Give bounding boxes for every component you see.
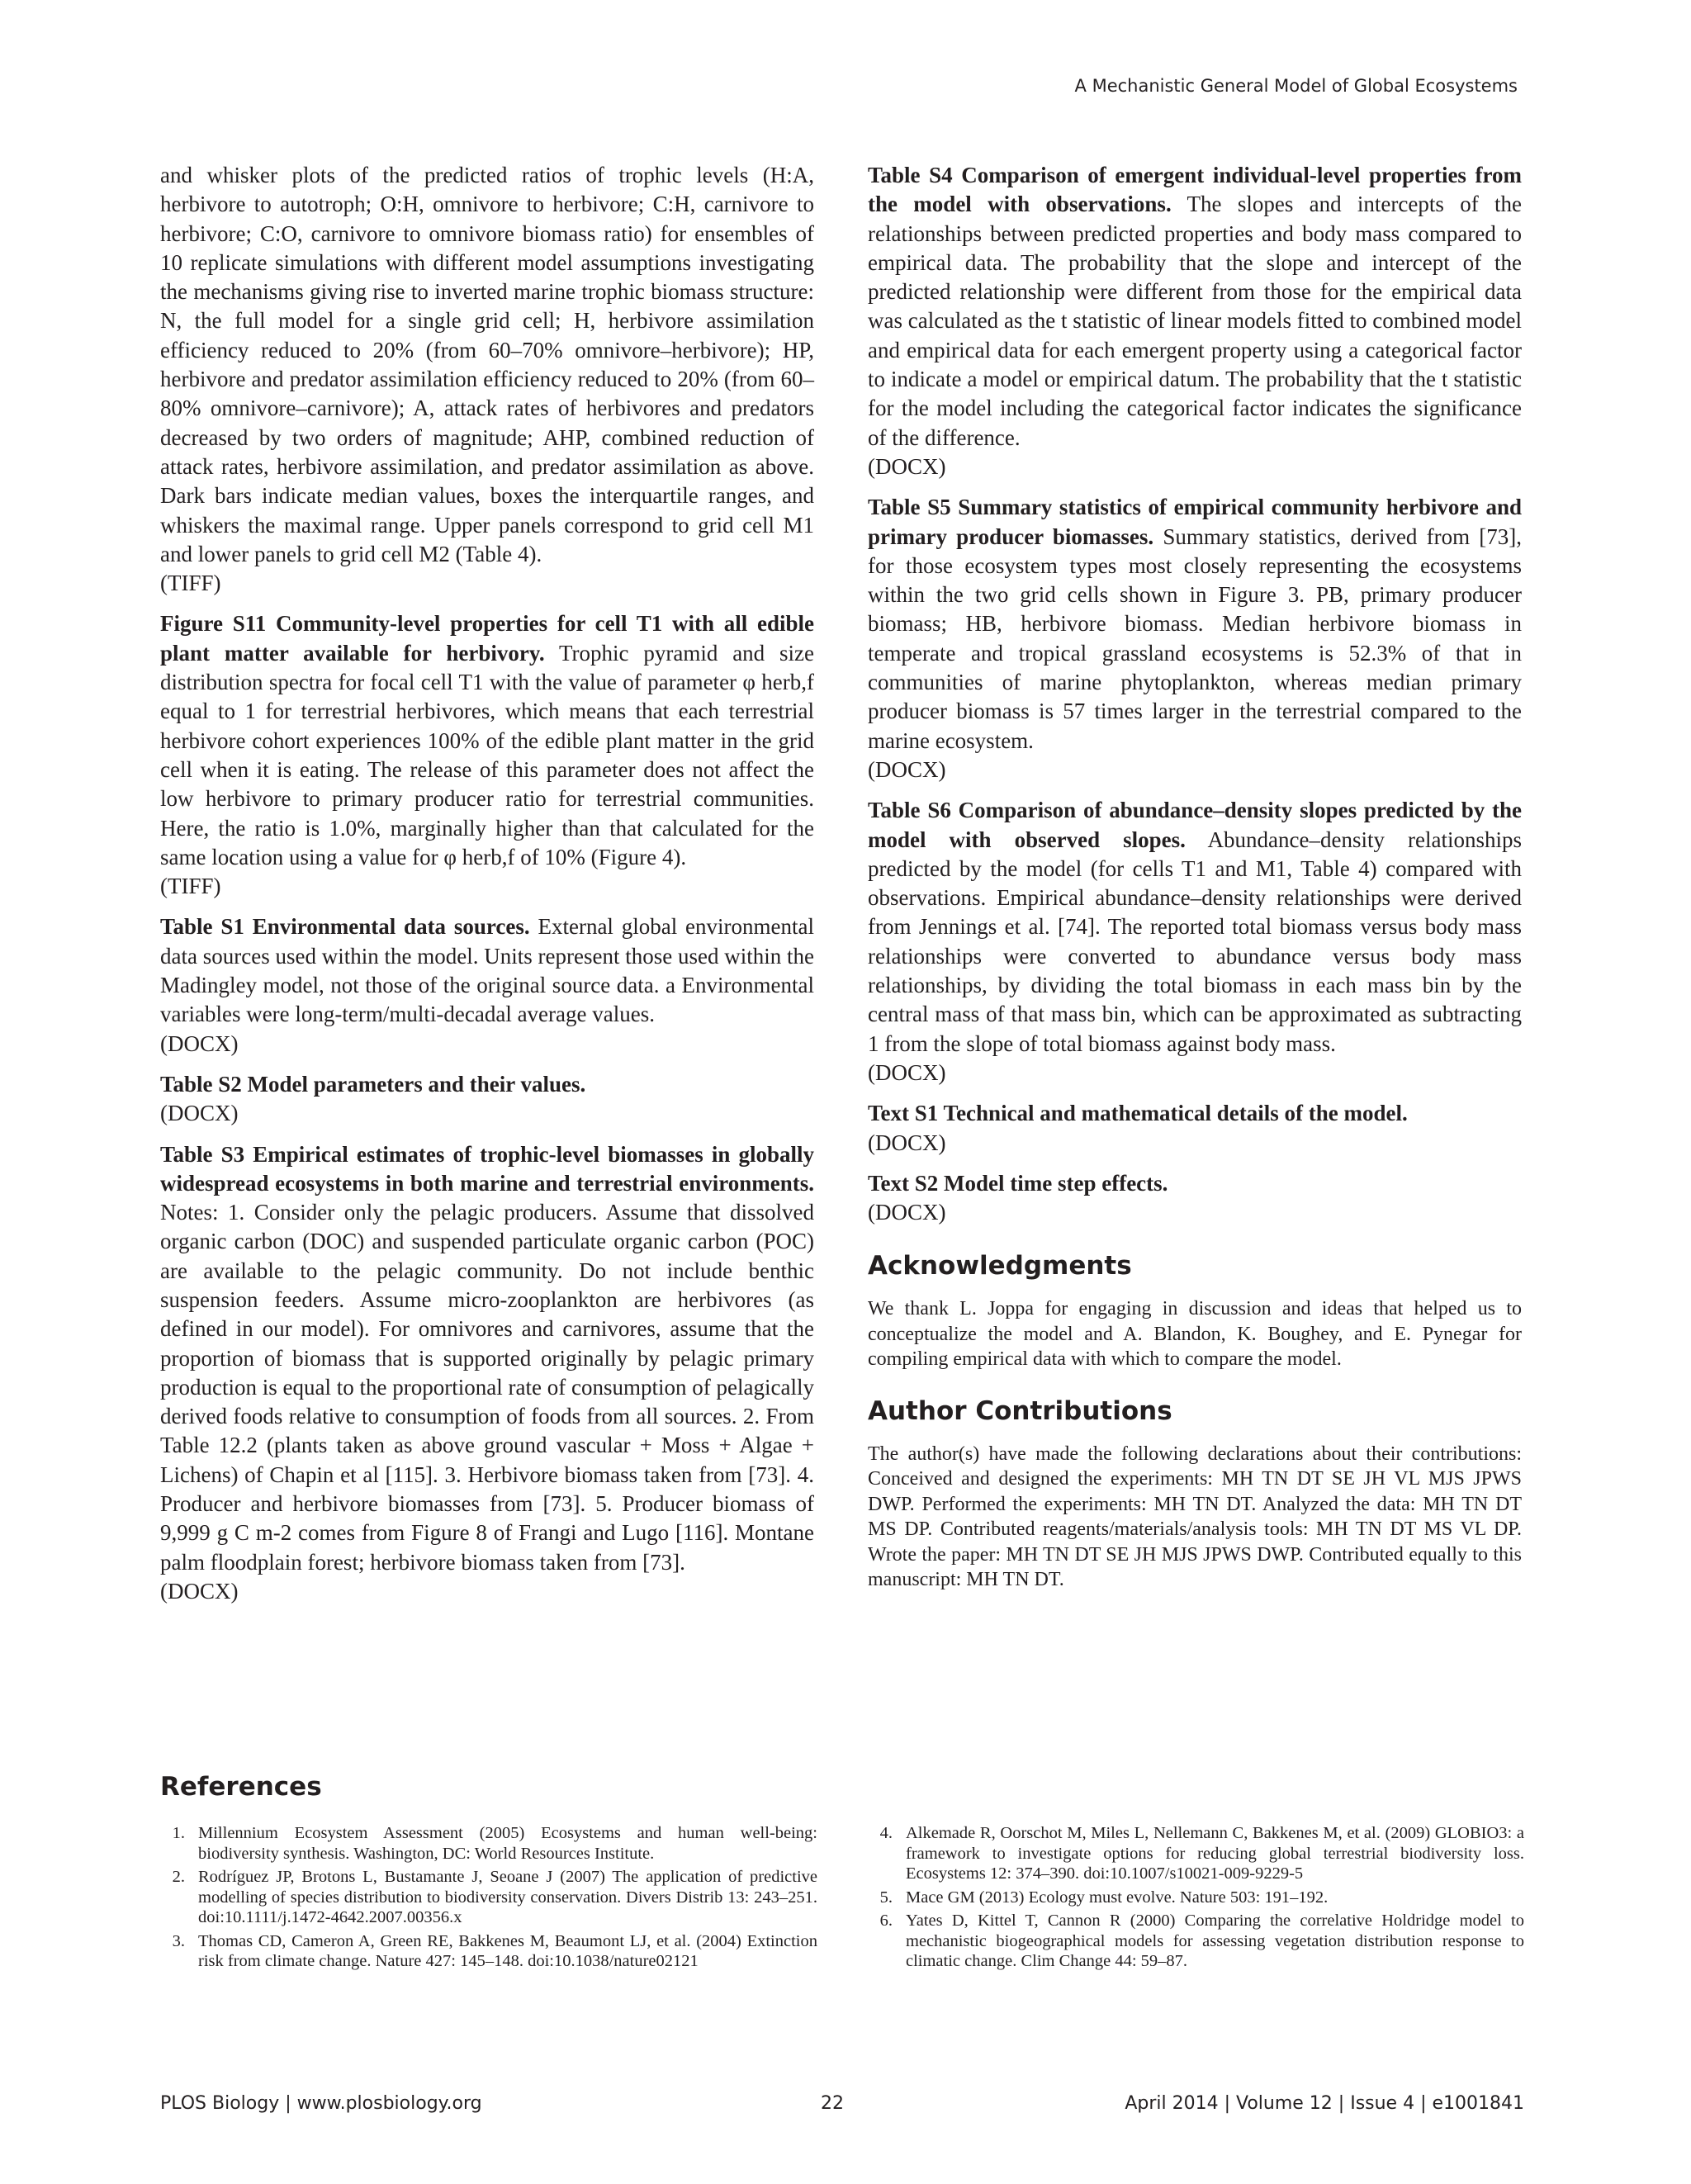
- reference-text: Rodríguez JP, Brotons L, Bustamante J, Seoane J (2007) The application of predictive modelling of species distribution to biodiversity conservation. Divers Distrib 13: 243–251. doi:10.1111/j.1472-4642.2007.00356.x: [198, 1868, 817, 1926]
- reference-text: Thomas CD, Cameron A, Green RE, Bakkenes M, Beaumont LJ, et al. (2004) Extinction risk from climate change. Nature 427: 145–148. doi:10.1038/nature02121: [198, 1931, 817, 1970]
- entry-body: Abundance–density relationships predicted by the model (for cells T1 and M1, Table 4) compared with observations. Empirical abundance–density relationships were derived from Jennings et al. [74]. The reported total biomass versus body mass relationships were converted to abundance versus body mass relationships, by dividing the total biomass in each mass bin by the central mass of that mass bin, which can be approximated as subtracting 1 from the slope of total biomass against body mass.: [868, 827, 1522, 1056]
- reference-item: [160, 1867, 817, 1928]
- reference-text: Alkemade R, Oorschot M, Miles L, Nellemann C, Bakkenes M, et al. (2009) GLOBIO3: a framework to investigate options for reducing global terrestrial biodiversity loss. Ecosystems 12: 374–390. doi:10.1007/s10021-009-9229-5: [906, 1824, 1524, 1883]
- entry-format: (DOCX): [868, 1200, 946, 1225]
- entry-format: (TIFF): [160, 874, 221, 899]
- reference-text: Millennium Ecosystem Assessment (2005) Ecosystems and human well-being: biodiversity synthesis. Washington, DC: World Resources Institute.: [198, 1824, 817, 1863]
- entry-format: (DOCX): [160, 1578, 239, 1604]
- entry-label: Figure S11 Community-level properties for cell T1 with all edible plant matter available for herbivory.: [160, 611, 814, 666]
- supplementary-entry: [868, 1169, 1522, 1228]
- reference-number: 2.: [172, 1868, 185, 1886]
- reference-number: 3.: [172, 1931, 185, 1950]
- entry-label: Table S5 Summary statistics of empirical community herbivore and primary producer biomasses.: [868, 495, 1522, 549]
- reference-item: [160, 1931, 817, 1972]
- footer-page-number: 22: [821, 2093, 844, 2114]
- footer-issue: April 2014 | Volume 12 | Issue 4 | e1001841: [1125, 2093, 1524, 2114]
- supplementary-entry: [868, 796, 1522, 1087]
- reference-number: 1.: [172, 1824, 185, 1842]
- reference-item: [160, 1823, 817, 1864]
- entry-format: (DOCX): [868, 1130, 946, 1155]
- references-left: [160, 1823, 817, 1975]
- supplementary-entry: [160, 609, 814, 901]
- references-heading: References: [160, 1772, 322, 1802]
- supplementary-entry: [160, 1070, 814, 1129]
- reference-item: [868, 1823, 1524, 1884]
- reference-text: Yates D, Kittel T, Cannon R (2000) Comparing the correlative Holdridge model to mechanistic biogeographical models for assessing vegetation distribution response to climatic change. Clim Change 44: 59–87.: [906, 1912, 1524, 1970]
- reference-text: Mace GM (2013) Ecology must evolve. Nature 503: 191–192.: [906, 1888, 1329, 1907]
- entry-label: Text S2 Model time step effects.: [868, 1170, 1168, 1196]
- entry-format: (TIFF): [160, 571, 221, 596]
- entry-label: Table S4 Comparison of emergent individual-level properties from the model with observations.: [868, 163, 1522, 217]
- entry-body: and whisker plots of the predicted ratios of trophic levels (H:A, herbivore to autotroph; O:H, omnivore to herbivore; C:H, carnivore to herbivore; C:O, carnivore to omnivore biomass ratio) for ensembles of 10 replicate simulations with different model assumptions investigating the mechanisms giving rise to inverted marine trophic biomass structure: N, the full model for a single grid cell; H, herbivore assimilation efficiency reduced to 20% (from 60–70% omnivore–herbivore); HP, herbivore and predator assimilation efficiency reduced to 20% (from 60–80% omnivore–carnivore); A, attack rates of herbivores and predators decreased by two orders of magnitude; AHP, combined reduction of attack rates, herbivore assimilation, and predator assimilation as above. Dark bars indicate median values, boxes the interquartile ranges, and whiskers the maximal range. Upper panels correspond to grid cell M1 and lower panels to grid cell M2 (Table 4).: [160, 163, 814, 566]
- entry-label: Table S1 Environmental data sources.: [160, 914, 530, 940]
- supplementary-entry: [160, 1140, 814, 1607]
- entry-format: (DOCX): [160, 1101, 239, 1126]
- supplementary-entry: [868, 161, 1522, 481]
- entry-format: (DOCX): [868, 453, 946, 479]
- entry-label: Text S1 Technical and mathematical details of the model.: [868, 1101, 1408, 1126]
- acknowledgments-heading: Acknowledgments: [868, 1251, 1132, 1282]
- footer-journal: PLOS Biology | www.plosbiology.org: [160, 2093, 482, 2114]
- entry-body: The slopes and intercepts of the relationships between predicted properties and body mass compared to empirical data. The probability that the slope and intercept of the predicted relationship were different from those for the empirical data was calculated as the t statistic of linear models fitted to combined model and empirical data for each emergent property using a categorical factor to indicate a model or empirical datum. The probability that the t statistic for the model including the categorical factor indicates the significance of the difference.: [868, 192, 1522, 450]
- reference-number: 4.: [879, 1824, 893, 1842]
- entry-label: Table S3 Empirical estimates of trophic-level biomasses in globally widespread ecosystems in both marine and terrestrial environments.: [160, 1141, 814, 1196]
- entry-label: Table S2 Model parameters and their values.: [160, 1071, 586, 1097]
- author-contributions-body: The author(s) have made the following declarations about their contributions: Conceived and designed the experiments: MH TN DT SE JH VL MJS JPWS DWP. Performed the experiments: MH TN DT. Analyzed the data: MH TN DT MS DP. Contributed reagents/materials/analysis tools: MH TN DT MS VL DP. Wrote the paper: MH TN DT SE JH MJS JPWS DWP. Contributed equally to this manuscript: MH TN DT.: [868, 1443, 1522, 1591]
- author-contributions-heading: Author Contributions: [868, 1395, 1172, 1426]
- right-column: [868, 161, 1522, 1604]
- references-right: [868, 1823, 1524, 1975]
- entry-format: (DOCX): [160, 1030, 239, 1056]
- reference-item: [868, 1888, 1524, 1908]
- entry-body: Notes: 1. Consider only the pelagic producers. Assume that dissolved organic carbon (DOC) and suspended particulate organic carbon (POC) are available to the pelagic community. Do not include benthic suspension feeders. Assume micro-zooplankton are herbivores (as defined in our model). For omnivores and carnivores, assume that the proportion of biomass that is supported originally by pelagic primary production is equal to the proportional rate of consumption of pelagically derived foods relative to consumption of foods from all sources. 2. From Table 12.2 (plants taken as above ground vascular + Moss + Algae + Lichens) of Chapin et al [115]. 3. Herbivore biomass taken from [73]. 4. Producer and herbivore biomasses from [73]. 5. Producer biomass of 9,999 g C m-2 comes from Figure 8 of Frangi and Lugo [116]. Montane palm floodplain forest; herbivore biomass taken from [73].: [160, 1200, 814, 1575]
- entry-body: External global environmental data sources used within the model. Units represent those used within the Madingley model, not those of the original source data. a Environmental variables were long-term/multi-decadal average values.: [160, 914, 815, 1027]
- entry-format: (DOCX): [868, 1059, 946, 1085]
- entry-body: Trophic pyramid and size distribution spectra for focal cell T1 with the value of parameter φ herb,f equal to 1 for terrestrial herbivores, which means that each terrestrial herbivore cohort experiences 100% of the edible plant matter in the grid cell when it is eating. The release of this parameter does not affect the low herbivore to primary producer ratio for terrestrial communities. Here, the ratio is 1.0%, marginally higher than that calculated for the same location using a value for φ herb,f of 10% (Figure 4).: [160, 640, 815, 869]
- supplementary-entry: [868, 493, 1522, 784]
- reference-item: [868, 1911, 1524, 1972]
- entry-format: (DOCX): [868, 756, 946, 782]
- supplementary-entry: [160, 912, 814, 1058]
- left-column: [160, 161, 814, 1618]
- entry-label: Table S6 Comparison of abundance–density slopes predicted by the model with observed slopes.: [868, 798, 1522, 852]
- reference-number: 6.: [879, 1912, 893, 1930]
- supplementary-entry: [160, 161, 814, 598]
- reference-number: 5.: [879, 1888, 893, 1907]
- acknowledgments-body: We thank L. Joppa for engaging in discussion and ideas that helped us to conceptualize the model and A. Blandon, K. Boughey, and E. Pynegar for compiling empirical data with which to compare the model.: [868, 1298, 1522, 1371]
- supplementary-entry: [868, 1099, 1522, 1158]
- running-head: A Mechanistic General Model of Global Ecosystems: [1074, 76, 1518, 96]
- entry-body: Summary statistics, derived from [73], for those ecosystem types most closely representing the ecosystems within the two grid cells shown in Figure 3. PB, primary producer biomass; HB, herbivore biomass. Median herbivore biomass in temperate and tropical grassland ecosystems is 52.3% of that in communities of marine phytoplankton, whereas median primary producer biomass is 57 times larger in the terrestrial compared to the marine ecosystem.: [868, 523, 1523, 753]
